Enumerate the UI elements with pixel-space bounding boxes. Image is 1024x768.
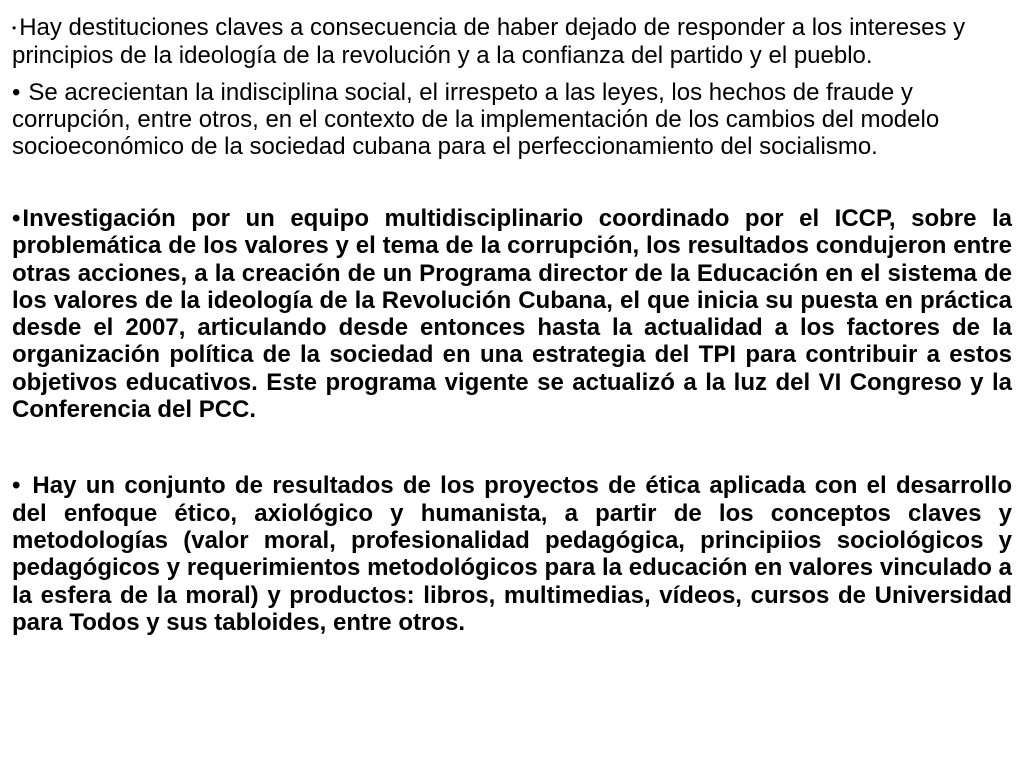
paragraph-indisciplina [12,79,1012,160]
paragraph-investigacion [12,205,1012,423]
bullet-icon: • [12,205,21,232]
bullet-icon: • [12,472,21,500]
bullet-icon: • [12,79,21,106]
paragraph-text: Hay destituciones claves a consecuencia de haber dejado de responder a los intereses y principios de la ideología de la revolución y a la confianza del partido y el pueblo. [12,14,966,69]
paragraph-resultados-etica [12,472,1012,636]
paragraph-text: Se acrecientan la indisciplina social, el irrespeto a las leyes, los hechos de fraude y corrupción, entre otros, en el contexto de la implementación de los cambios del modelo socioeconómico de la sociedad cubana para el perfeccionamiento del socialismo. [12,79,940,160]
paragraph-destituciones [12,14,1012,69]
bullet-icon: • [12,21,17,35]
paragraph-text: Investigación por un equipo multidisciplinario coordinado por el ICCP, sobre la problemática de los valores y el tema de la corrupción, los resultados condujeron entre otras acciones, a la creación de un Programa director de la Educación en el sistema de los valores de la ideología de la Revolución Cubana, el que inicia su puesta en práctica desde el 2007, articulando desde entonces hasta la actualidad a los factores de la organización política de la sociedad en una estrategia del TPI para contribuir a estos objetivos educativos. Este programa vigente se actualizó a la luz del VI Congreso y la Conferencia del PCC. [12,205,1012,424]
paragraph-text: Hay un conjunto de resultados de los proyectos de ética aplicada con el desarrollo del enfoque ético, axiológico y humanista, a partir de los conceptos claves y metodologías (valor moral, profesionalidad pedagógica, principiios sociológicos y pedagógicos y requerimientos metodológicos para la educación en valores vinculado a la esfera de la moral) y productos: libros, multimedias, vídeos, cursos de Universidad para Todos y sus tabloides, entre otros. [12,472,1012,636]
